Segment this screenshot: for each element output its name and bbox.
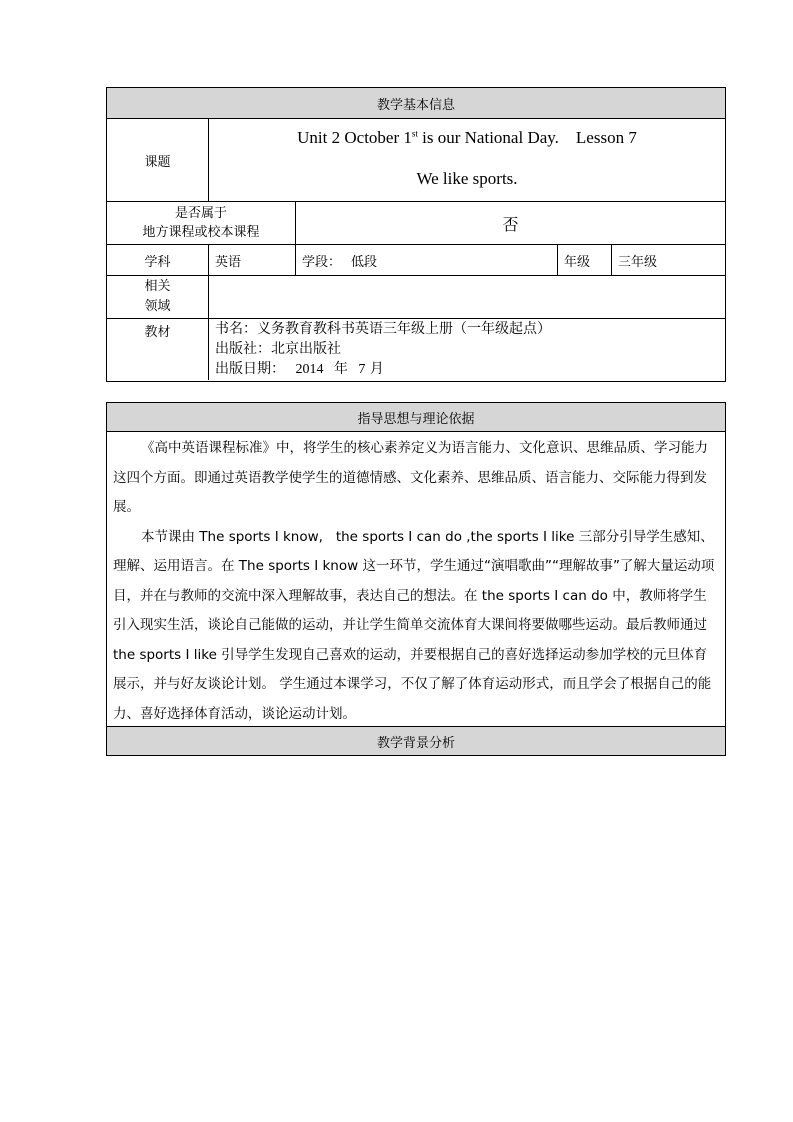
guiding-theory-table bbox=[106, 402, 726, 756]
stage-value: 低段 bbox=[351, 254, 378, 270]
local-course-label bbox=[107, 202, 296, 244]
textbook-title: 书名：义务教育教科书英语三年级上册（一年级起点） bbox=[215, 321, 551, 337]
basic-info-header: 教学基本信息 bbox=[107, 88, 725, 119]
theory-paragraph-2: 本节课由 The sports I know, the sports I can do ,the sports I like 三部分引导学生感知、理解、运用语言。在 The sports I know 这一环节，学生通过“演唱歌曲”“理解故事”了解大量运动项目，并在与教师的交流中深入理解故事，表达自己的想法。在 the sports I can do 中，教师将学生引入现实生活，谈论自己能做的运动，并让学生简单交流体育大课间将要做哪些运动。最后教师通过 the sports I like 引导学生发现自己喜欢的运动，并要根据自己的喜好选择运动参加学校的元旦体育展示，并与好友谈论计划。 学生通过本课学习，不仅了解了体育运动形式，而且学会了根据自己的能力、喜好选择体育活动，谈论运动计划。 bbox=[113, 528, 715, 722]
topic-row bbox=[107, 119, 725, 202]
textbook-label: 教材 bbox=[107, 319, 209, 380]
grade-value: 三年级 bbox=[618, 254, 658, 270]
guiding-theory-header: 指导思想与理论依据 bbox=[107, 403, 725, 432]
topic-value bbox=[209, 119, 725, 201]
local-course-label-line1: 是否属于 bbox=[174, 206, 227, 221]
textbook-date-label: 出版日期： bbox=[215, 361, 285, 377]
field-label bbox=[107, 276, 209, 318]
subject-label: 学科 bbox=[107, 245, 209, 275]
stage-label: 学段： bbox=[302, 254, 342, 270]
textbook-date-year: 2014 bbox=[295, 362, 324, 377]
textbook-date-year-unit: 年 bbox=[333, 361, 348, 377]
textbook-value bbox=[209, 319, 725, 380]
stage-cell bbox=[296, 245, 558, 275]
local-course-label-line2: 地方课程或校本课程 bbox=[142, 225, 260, 240]
subject-row bbox=[107, 245, 725, 276]
teaching-background-header: 教学背景分析 bbox=[107, 727, 725, 755]
subject-value: 英语 bbox=[209, 245, 296, 275]
topic-line-1 bbox=[209, 128, 725, 148]
local-course-value: 否 bbox=[502, 214, 519, 234]
topic-label: 课题 bbox=[107, 119, 209, 201]
field-label-line2: 领域 bbox=[144, 299, 171, 314]
textbook-date-month: 7 bbox=[358, 362, 366, 377]
textbook-date-month-unit: 月 bbox=[369, 361, 384, 377]
theory-paragraph-1: 《高中英语课程标准》中，将学生的核心素养定义为语言能力、文化意识、思维品质、学习能力这四个方面。即通过英语教学使学生的道德情感、文化素养、思维品质、语言能力、交际能力得到发展。 bbox=[113, 440, 708, 515]
field-value bbox=[209, 276, 725, 318]
field-row bbox=[107, 276, 725, 319]
topic-unit-text: Unit 2 October 1 bbox=[297, 128, 412, 147]
basic-info-table bbox=[106, 87, 726, 382]
topic-line-2: We like sports. bbox=[416, 169, 518, 188]
textbook-date bbox=[215, 359, 725, 380]
local-course-row bbox=[107, 202, 725, 245]
guiding-theory-body bbox=[107, 432, 725, 727]
textbook-row bbox=[107, 319, 725, 380]
topic-sup: st bbox=[411, 128, 418, 139]
field-label-line1: 相关 bbox=[144, 279, 171, 294]
topic-lesson-text: is our National Day. Lesson 7 bbox=[417, 128, 637, 147]
textbook-publisher: 出版社：北京出版社 bbox=[215, 341, 341, 357]
grade-label: 年级 bbox=[558, 245, 612, 275]
